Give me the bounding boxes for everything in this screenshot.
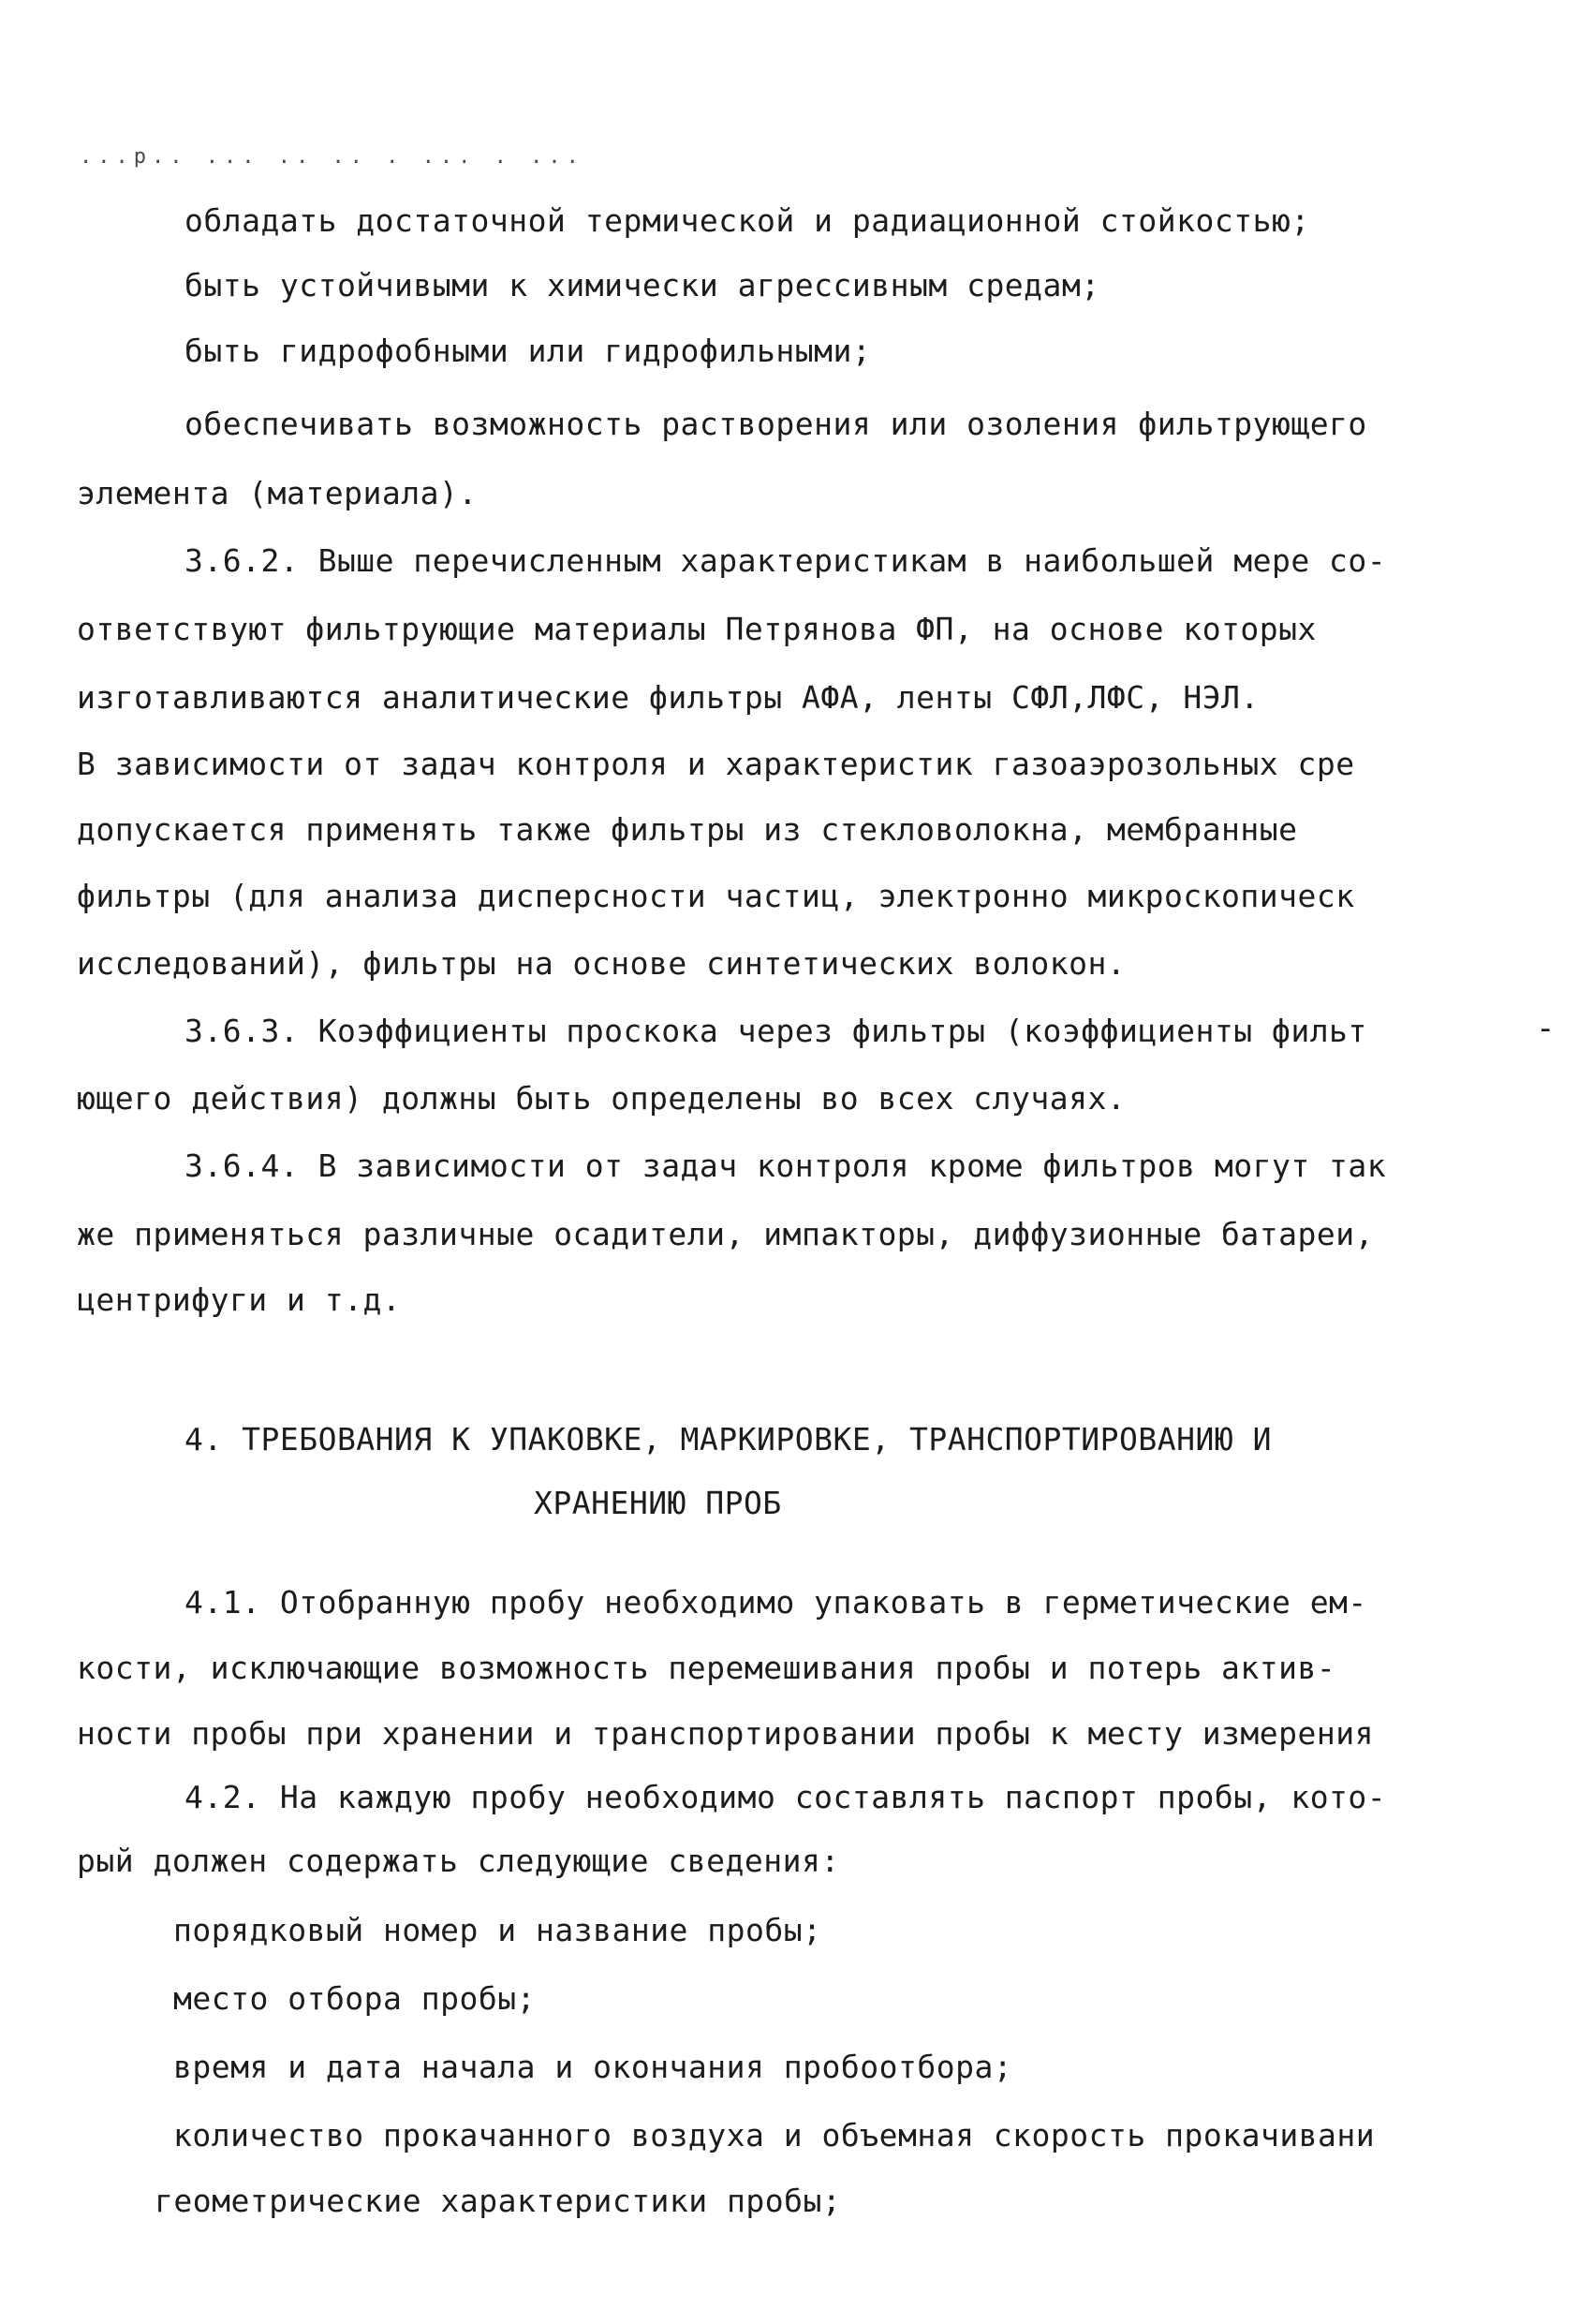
list-item: обладать достаточной термической и радиационной стойкостью;: [184, 202, 1310, 239]
section-4-title: 4. ТРЕБОВАНИЯ К УПАКОВКЕ, МАРКИРОВКЕ, ТРАНСПОРТИРОВАНИЮ И: [184, 1421, 1272, 1458]
list-item: геометрические характеристики пробы;: [155, 2183, 842, 2219]
paragraph-3-6-2-line: изготавливаются аналитические фильтры АФА, ленты СФЛ,ЛФС, НЭЛ.: [77, 679, 1260, 716]
list-item: обеспечивать возможность растворения или озоления фильтрующего: [184, 406, 1367, 442]
list-item: быть гидрофобными или гидрофильными;: [184, 333, 872, 369]
list-item-continuation: элемента (материала).: [77, 475, 478, 511]
paragraph-3-6-2-line: 3.6.2. Выше перечисленным характеристикам в наибольшей мере со-: [184, 542, 1387, 579]
paragraph-3-6-3-line: 3.6.3. Коэффициенты проскока через фильтры (коэффициенты фильт: [184, 1013, 1367, 1049]
top-cropped-text: ...р.. ... .. .. . ... . ...: [80, 145, 584, 169]
paragraph-4-1-line: кости, исключающие возможность перемешивания пробы и потерь актив-: [77, 1650, 1336, 1686]
paragraph-4-2-line: рый должен содержать следующие сведения:: [77, 1843, 840, 1879]
paragraph-3-6-4-line: же применяться различные осадители, импакторы, диффузионные батареи,: [77, 1216, 1375, 1252]
paragraph-4-1-line: 4.1. Отобранную пробу необходимо упаковать в герметические ем-: [184, 1584, 1367, 1621]
paragraph-3-6-4-line: центрифуги и т.д.: [77, 1281, 402, 1318]
list-item: порядковый номер и название пробы;: [173, 1912, 822, 1948]
paragraph-3-6-2-line: исследований), фильтры на основе синтетических волокон.: [77, 945, 1127, 982]
paragraph-3-6-2-line: допускается применять также фильтры из стекловолокна, мембранные: [77, 811, 1298, 848]
margin-mark: -: [1536, 1010, 1556, 1047]
list-item: время и дата начала и окончания пробоотбора;: [173, 2049, 1013, 2085]
list-item: количество прокачанного воздуха и объемная скорость прокачивани: [173, 2117, 1376, 2154]
list-item: быть устойчивыми к химически агрессивным средам;: [184, 267, 1100, 303]
paragraph-3-6-3-line: ющего действия) должны быть определены во всех случаях.: [77, 1080, 1127, 1117]
paragraph-3-6-2-line: В зависимости от задач контроля и характеристик газоаэрозольных сре: [77, 746, 1355, 782]
section-4-title-cont: ХРАНЕНИЮ ПРОБ: [534, 1485, 782, 1521]
paragraph-4-1-line: ности пробы при хранении и транспортировании пробы к месту измерения: [77, 1715, 1375, 1752]
list-item: место отбора пробы;: [173, 1980, 536, 2017]
paragraph-4-2-line: 4.2. На каждую пробу необходимо составлять паспорт пробы, кото-: [184, 1779, 1387, 1815]
paragraph-3-6-2-line: ответствуют фильтрующие материалы Петрянова ФП, на основе которых: [77, 611, 1317, 647]
paragraph-3-6-4-line: 3.6.4. В зависимости от задач контроля кроме фильтров могут так: [184, 1147, 1387, 1184]
paragraph-3-6-2-line: фильтры (для анализа дисперсности частиц, электронно микроскопическ: [77, 878, 1355, 914]
